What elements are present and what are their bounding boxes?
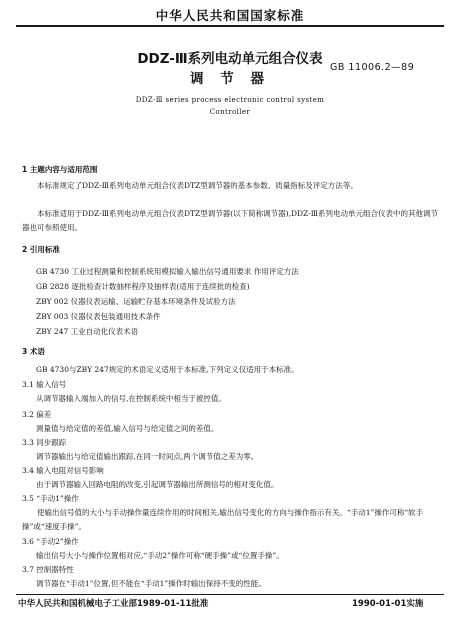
doc-title-line2: 调 节 器 xyxy=(190,71,270,87)
section-1-heading: 1 主题内容与适用范围 xyxy=(22,165,98,174)
section-3-heading: 3 术语 xyxy=(22,347,45,356)
term-title: 3.5 “手动1”操作 xyxy=(22,494,79,503)
term-title: 3.1 输入信号 xyxy=(22,380,67,389)
term-definition: 测量值与给定值的差值,输入信号与给定值之间的差值。 xyxy=(36,424,219,433)
term-definition: 由于调节器输入回路电阻的改变,引起调节器输出所测信号的相对变化值。 xyxy=(36,480,279,489)
term-definition: 使输出信号值的大小与手动操作量连续作用的时间相关,输出信号变化的方向与操作指示有关。“手动1”操作可称“软手操”或“速度手操”。 xyxy=(22,508,424,531)
reference-item: GB 4730 工业过程测量和控制系统用模拟输入输出信号通用要求 作用评定方法 xyxy=(36,267,299,276)
english-title-line2: Controller xyxy=(209,108,251,116)
reference-item: ZBY 247 工业自动化仪表术语 xyxy=(36,327,139,336)
doc-title-line1: DDZ-Ⅲ系列电动单元组合仪表 xyxy=(137,51,323,67)
footer-rule xyxy=(16,594,444,595)
footer-issuer: 中华人民共和国机械电子工业部1989-01-11批准 xyxy=(18,599,209,609)
section-1-para1: 本标准规定了DDZ-Ⅲ系列电动单元组合仪表DTZ型调节器的基本参数、质量指标及评定方法等。 xyxy=(37,181,358,190)
term-title: 3.7 控制器特性 xyxy=(22,565,74,574)
term-definition: 调节器在“手动1”位置,但不能在“手动1”操作时输出保持不变的性能。 xyxy=(36,579,266,588)
section-2-heading: 2 引用标准 xyxy=(22,245,60,254)
term-title: 3.2 偏差 xyxy=(22,410,52,419)
standard-header: 中华人民共和国国家标准 xyxy=(155,8,305,23)
term-title: 3.6 “手动2”操作 xyxy=(22,537,79,546)
reference-item: ZBY 002 仪器仪表运输、运输贮存基本环境条件及试验方法 xyxy=(36,297,236,306)
term-definition: 调节器输出与给定值输出跟踪,在同一时间点,两个调节值之差为零。 xyxy=(36,452,259,461)
term-title: 3.3 同步跟踪 xyxy=(22,438,67,447)
section-3-intro: GB 4730与ZBY 247规定的术语定义适用于本标准,下列定义仅适用于本标准。 xyxy=(36,365,299,374)
term-title: 3.4 输入电阻对信号影响 xyxy=(22,466,104,475)
term-definition: 输出信号大小与操作位置相对应,“手动2”操作可称“硬手操”或“位置手操”。 xyxy=(36,551,284,560)
reference-item: GB 2828 逐批检查计数抽样程序及抽样表(适用于连续批的检查) xyxy=(36,282,250,291)
english-title-line1: DDZ-Ⅲ series process electronic control system xyxy=(135,96,325,104)
footer-date: 1990-01-01实施 xyxy=(352,599,424,609)
reference-item: ZBY 003 仪器仪表包装通用技术条件 xyxy=(36,312,161,321)
standard-code: GB 11006.2—89 xyxy=(330,62,415,73)
section-1-para2: 本标准适用于DDZ-Ⅲ系列电动单元组合仪表DTZ型调节器(以下简称调节器),DDZ-Ⅲ系列电动单元组合仪表中的其他调节器也可参照使用。 xyxy=(22,209,438,232)
term-definition: 从调节器输入端加入的信号,在控制系统中相当于被控值。 xyxy=(36,394,226,403)
header-rule xyxy=(16,25,444,27)
